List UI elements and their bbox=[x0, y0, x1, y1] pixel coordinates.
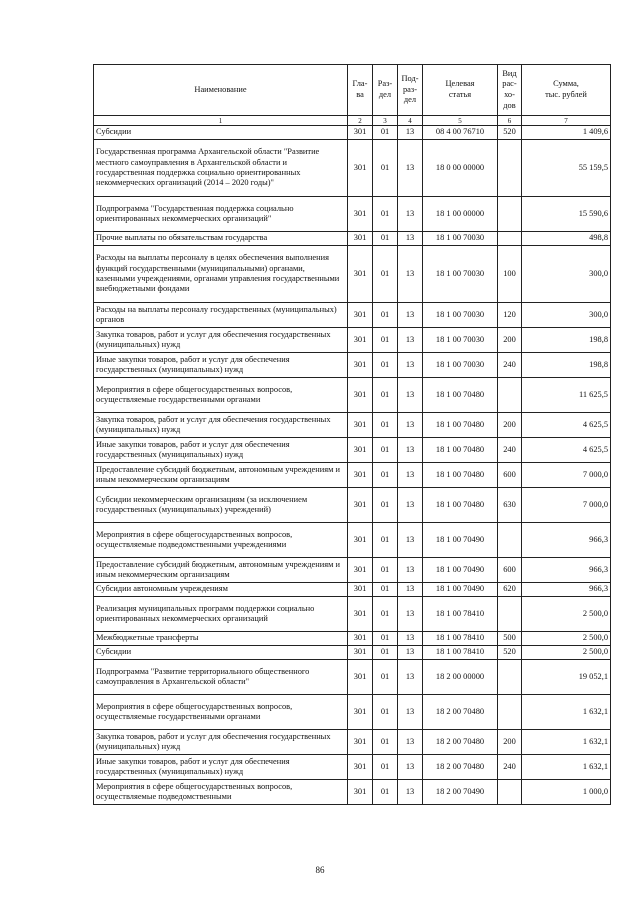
row-name: Закупка товаров, работ и услуг для обеспечения государственных (муниципальных) нужд bbox=[94, 730, 348, 755]
row-name: Реализация муниципальных программ поддержки социально ориентированных некоммерческих организаций bbox=[94, 597, 348, 632]
row-razdel: 01 bbox=[373, 463, 398, 488]
row-podrazdel: 13 bbox=[398, 523, 423, 558]
row-sum: 1 000,0 bbox=[522, 780, 611, 805]
row-glava: 301 bbox=[348, 780, 373, 805]
row-razdel: 01 bbox=[373, 378, 398, 413]
row-sum: 1 632,1 bbox=[522, 755, 611, 780]
table-body bbox=[94, 126, 611, 805]
row-glava: 301 bbox=[348, 695, 373, 730]
table-row bbox=[94, 646, 611, 660]
row-razdel: 01 bbox=[373, 780, 398, 805]
row-razdel: 01 bbox=[373, 583, 398, 597]
row-glava: 301 bbox=[348, 353, 373, 378]
row-razdel: 01 bbox=[373, 413, 398, 438]
row-expense-type: 240 bbox=[498, 438, 522, 463]
table-row bbox=[94, 246, 611, 303]
row-podrazdel: 13 bbox=[398, 140, 423, 197]
row-glava: 301 bbox=[348, 438, 373, 463]
row-podrazdel: 13 bbox=[398, 413, 423, 438]
row-sum: 19 052,1 bbox=[522, 660, 611, 695]
row-expense-type bbox=[498, 597, 522, 632]
table-row bbox=[94, 523, 611, 558]
row-name: Иные закупки товаров, работ и услуг для обеспечения государственных (муниципальных) нужд bbox=[94, 438, 348, 463]
row-name: Предоставление субсидий бюджетным, автономным учреждениям и иным некоммерческим организациям bbox=[94, 558, 348, 583]
row-glava: 301 bbox=[348, 140, 373, 197]
table-row bbox=[94, 583, 611, 597]
row-podrazdel: 13 bbox=[398, 646, 423, 660]
row-name: Мероприятия в сфере общегосударственных вопросов, осуществляемые подведомственными учреждениями bbox=[94, 523, 348, 558]
row-podrazdel: 13 bbox=[398, 126, 423, 140]
row-target-article: 18 2 00 70480 bbox=[423, 755, 498, 780]
table-row bbox=[94, 353, 611, 378]
row-name: Государственная программа Архангельской области "Развитие местного самоуправления в Архангельской области и государственная поддержка социально ориентированных некоммерческих организаций (2014 – 2020 годы)" bbox=[94, 140, 348, 197]
row-name: Расходы на выплаты персоналу государственных (муниципальных) органов bbox=[94, 303, 348, 328]
column-number-row bbox=[94, 116, 611, 126]
row-name: Мероприятия в сфере общегосударственных вопросов, осуществляемые подведомственными bbox=[94, 780, 348, 805]
row-target-article: 18 1 00 70480 bbox=[423, 413, 498, 438]
table-row bbox=[94, 438, 611, 463]
row-razdel: 01 bbox=[373, 488, 398, 523]
row-target-article: 18 1 00 78410 bbox=[423, 597, 498, 632]
row-glava: 301 bbox=[348, 328, 373, 353]
row-expense-type: 500 bbox=[498, 632, 522, 646]
row-glava: 301 bbox=[348, 646, 373, 660]
table-row bbox=[94, 197, 611, 232]
column-number: 5 bbox=[423, 116, 498, 126]
row-expense-type: 520 bbox=[498, 646, 522, 660]
row-podrazdel: 13 bbox=[398, 232, 423, 246]
table-row bbox=[94, 695, 611, 730]
row-expense-type: 600 bbox=[498, 558, 522, 583]
table-row bbox=[94, 755, 611, 780]
row-razdel: 01 bbox=[373, 232, 398, 246]
row-target-article: 18 1 00 70490 bbox=[423, 583, 498, 597]
header-razdel: Раз- дел bbox=[373, 65, 398, 116]
row-target-article: 18 1 00 70030 bbox=[423, 328, 498, 353]
row-razdel: 01 bbox=[373, 632, 398, 646]
row-name: Субсидии некоммерческим организациям (за исключением государственных (муниципальных) учреждений) bbox=[94, 488, 348, 523]
row-name: Субсидии автономным учреждениям bbox=[94, 583, 348, 597]
row-razdel: 01 bbox=[373, 438, 398, 463]
row-sum: 2 500,0 bbox=[522, 597, 611, 632]
row-expense-type bbox=[498, 197, 522, 232]
column-number: 2 bbox=[348, 116, 373, 126]
row-sum: 1 632,1 bbox=[522, 730, 611, 755]
table-row bbox=[94, 303, 611, 328]
header-summa: Сумма, тыс. рублей bbox=[522, 65, 611, 116]
row-podrazdel: 13 bbox=[398, 463, 423, 488]
row-podrazdel: 13 bbox=[398, 378, 423, 413]
row-target-article: 18 0 00 00000 bbox=[423, 140, 498, 197]
row-expense-type: 120 bbox=[498, 303, 522, 328]
row-target-article: 18 1 00 70490 bbox=[423, 558, 498, 583]
row-sum: 11 625,5 bbox=[522, 378, 611, 413]
row-podrazdel: 13 bbox=[398, 660, 423, 695]
table-row bbox=[94, 780, 611, 805]
row-podrazdel: 13 bbox=[398, 488, 423, 523]
row-expense-type bbox=[498, 780, 522, 805]
row-name: Подпрограмма "Государственная поддержка социально ориентированных некоммерческих организаций" bbox=[94, 197, 348, 232]
row-target-article: 18 1 00 78410 bbox=[423, 632, 498, 646]
row-razdel: 01 bbox=[373, 646, 398, 660]
page-number: 86 bbox=[315, 865, 325, 875]
row-podrazdel: 13 bbox=[398, 755, 423, 780]
header-glava: Гла- ва bbox=[348, 65, 373, 116]
row-glava: 301 bbox=[348, 488, 373, 523]
row-glava: 301 bbox=[348, 730, 373, 755]
table-row bbox=[94, 126, 611, 140]
row-name: Иные закупки товаров, работ и услуг для обеспечения государственных (муниципальных) нужд bbox=[94, 755, 348, 780]
row-sum: 966,3 bbox=[522, 523, 611, 558]
row-target-article: 08 4 00 76710 bbox=[423, 126, 498, 140]
row-razdel: 01 bbox=[373, 303, 398, 328]
row-name: Закупка товаров, работ и услуг для обеспечения государственных (муниципальных) нужд bbox=[94, 413, 348, 438]
column-number: 7 bbox=[522, 116, 611, 126]
row-razdel: 01 bbox=[373, 558, 398, 583]
table-row bbox=[94, 232, 611, 246]
row-razdel: 01 bbox=[373, 197, 398, 232]
table-row bbox=[94, 730, 611, 755]
column-number: 3 bbox=[373, 116, 398, 126]
table-row bbox=[94, 328, 611, 353]
row-name: Мероприятия в сфере общегосударственных вопросов, осуществляемые государственными органами bbox=[94, 378, 348, 413]
row-name: Закупка товаров, работ и услуг для обеспечения государственных (муниципальных) нужд bbox=[94, 328, 348, 353]
row-sum: 198,8 bbox=[522, 328, 611, 353]
row-target-article: 18 2 00 70480 bbox=[423, 695, 498, 730]
row-glava: 301 bbox=[348, 523, 373, 558]
row-target-article: 18 1 00 00000 bbox=[423, 197, 498, 232]
table-header bbox=[94, 65, 611, 126]
header-name: Наименование bbox=[94, 65, 348, 116]
row-expense-type: 620 bbox=[498, 583, 522, 597]
row-glava: 301 bbox=[348, 583, 373, 597]
row-podrazdel: 13 bbox=[398, 583, 423, 597]
row-sum: 4 625,5 bbox=[522, 438, 611, 463]
row-podrazdel: 13 bbox=[398, 197, 423, 232]
row-glava: 301 bbox=[348, 632, 373, 646]
row-name: Субсидии bbox=[94, 646, 348, 660]
row-expense-type bbox=[498, 695, 522, 730]
row-target-article: 18 1 00 70030 bbox=[423, 303, 498, 328]
row-target-article: 18 1 00 70030 bbox=[423, 353, 498, 378]
row-expense-type bbox=[498, 378, 522, 413]
row-podrazdel: 13 bbox=[398, 597, 423, 632]
row-glava: 301 bbox=[348, 597, 373, 632]
row-glava: 301 bbox=[348, 413, 373, 438]
row-razdel: 01 bbox=[373, 597, 398, 632]
row-razdel: 01 bbox=[373, 353, 398, 378]
row-name: Субсидии bbox=[94, 126, 348, 140]
row-razdel: 01 bbox=[373, 755, 398, 780]
row-razdel: 01 bbox=[373, 140, 398, 197]
row-expense-type bbox=[498, 523, 522, 558]
row-podrazdel: 13 bbox=[398, 558, 423, 583]
row-razdel: 01 bbox=[373, 126, 398, 140]
row-glava: 301 bbox=[348, 558, 373, 583]
row-target-article: 18 2 00 70490 bbox=[423, 780, 498, 805]
row-expense-type: 200 bbox=[498, 730, 522, 755]
table-row bbox=[94, 140, 611, 197]
row-podrazdel: 13 bbox=[398, 246, 423, 303]
header-vid: Вид рас- хо- дов bbox=[498, 65, 522, 116]
row-podrazdel: 13 bbox=[398, 632, 423, 646]
row-podrazdel: 13 bbox=[398, 328, 423, 353]
row-podrazdel: 13 bbox=[398, 353, 423, 378]
row-glava: 301 bbox=[348, 378, 373, 413]
header-podrazdel: Под- раз- дел bbox=[398, 65, 423, 116]
row-sum: 1 632,1 bbox=[522, 695, 611, 730]
row-sum: 2 500,0 bbox=[522, 632, 611, 646]
row-sum: 55 159,5 bbox=[522, 140, 611, 197]
row-expense-type: 600 bbox=[498, 463, 522, 488]
header-row bbox=[94, 65, 611, 116]
row-glava: 301 bbox=[348, 660, 373, 695]
row-razdel: 01 bbox=[373, 523, 398, 558]
row-sum: 7 000,0 bbox=[522, 488, 611, 523]
row-podrazdel: 13 bbox=[398, 303, 423, 328]
row-target-article: 18 1 00 70030 bbox=[423, 246, 498, 303]
row-glava: 301 bbox=[348, 246, 373, 303]
column-number: 6 bbox=[498, 116, 522, 126]
row-target-article: 18 1 00 78410 bbox=[423, 646, 498, 660]
table-row bbox=[94, 660, 611, 695]
row-target-article: 18 1 00 70480 bbox=[423, 438, 498, 463]
row-expense-type bbox=[498, 140, 522, 197]
row-sum: 1 409,6 bbox=[522, 126, 611, 140]
row-expense-type: 240 bbox=[498, 353, 522, 378]
row-sum: 300,0 bbox=[522, 246, 611, 303]
row-expense-type: 200 bbox=[498, 413, 522, 438]
row-razdel: 01 bbox=[373, 328, 398, 353]
row-name: Расходы на выплаты персоналу в целях обеспечения выполнения функций государственными (муниципальными) органами, казенными учреждениями, органами управления государственными внебюджетными фондами bbox=[94, 246, 348, 303]
row-expense-type: 100 bbox=[498, 246, 522, 303]
table-row bbox=[94, 378, 611, 413]
budget-table bbox=[93, 64, 611, 805]
row-glava: 301 bbox=[348, 126, 373, 140]
row-glava: 301 bbox=[348, 197, 373, 232]
column-number: 4 bbox=[398, 116, 423, 126]
column-number: 1 bbox=[94, 116, 348, 126]
row-name: Мероприятия в сфере общегосударственных вопросов, осуществляемые государственными органами bbox=[94, 695, 348, 730]
row-expense-type bbox=[498, 232, 522, 246]
row-razdel: 01 bbox=[373, 660, 398, 695]
row-expense-type: 520 bbox=[498, 126, 522, 140]
row-podrazdel: 13 bbox=[398, 695, 423, 730]
row-target-article: 18 1 00 70480 bbox=[423, 378, 498, 413]
row-target-article: 18 2 00 70480 bbox=[423, 730, 498, 755]
row-razdel: 01 bbox=[373, 695, 398, 730]
row-expense-type: 240 bbox=[498, 755, 522, 780]
row-sum: 15 590,6 bbox=[522, 197, 611, 232]
row-sum: 2 500,0 bbox=[522, 646, 611, 660]
row-razdel: 01 bbox=[373, 730, 398, 755]
row-name: Подпрограмма "Развитие территориального общественного самоуправления в Архангельской области" bbox=[94, 660, 348, 695]
row-name: Межбюджетные трансферты bbox=[94, 632, 348, 646]
table-row bbox=[94, 597, 611, 632]
row-glava: 301 bbox=[348, 303, 373, 328]
header-statya: Целевая статья bbox=[423, 65, 498, 116]
row-podrazdel: 13 bbox=[398, 438, 423, 463]
row-sum: 7 000,0 bbox=[522, 463, 611, 488]
table-row bbox=[94, 558, 611, 583]
row-glava: 301 bbox=[348, 463, 373, 488]
row-target-article: 18 2 00 00000 bbox=[423, 660, 498, 695]
row-sum: 198,8 bbox=[522, 353, 611, 378]
row-expense-type: 630 bbox=[498, 488, 522, 523]
row-target-article: 18 1 00 70480 bbox=[423, 488, 498, 523]
row-glava: 301 bbox=[348, 755, 373, 780]
row-glava: 301 bbox=[348, 232, 373, 246]
row-expense-type bbox=[498, 660, 522, 695]
table-row bbox=[94, 632, 611, 646]
row-target-article: 18 1 00 70030 bbox=[423, 232, 498, 246]
row-target-article: 18 1 00 70480 bbox=[423, 463, 498, 488]
row-podrazdel: 13 bbox=[398, 730, 423, 755]
row-podrazdel: 13 bbox=[398, 780, 423, 805]
table-row bbox=[94, 463, 611, 488]
row-target-article: 18 1 00 70490 bbox=[423, 523, 498, 558]
row-sum: 4 625,5 bbox=[522, 413, 611, 438]
row-sum: 966,3 bbox=[522, 558, 611, 583]
table-row bbox=[94, 413, 611, 438]
row-name: Прочие выплаты по обязательствам государства bbox=[94, 232, 348, 246]
row-sum: 498,8 bbox=[522, 232, 611, 246]
row-expense-type: 200 bbox=[498, 328, 522, 353]
row-name: Иные закупки товаров, работ и услуг для обеспечения государственных (муниципальных) нужд bbox=[94, 353, 348, 378]
row-sum: 300,0 bbox=[522, 303, 611, 328]
row-name: Предоставление субсидий бюджетным, автономным учреждениям и иным некоммерческим организациям bbox=[94, 463, 348, 488]
row-razdel: 01 bbox=[373, 246, 398, 303]
row-sum: 966,3 bbox=[522, 583, 611, 597]
table-row bbox=[94, 488, 611, 523]
